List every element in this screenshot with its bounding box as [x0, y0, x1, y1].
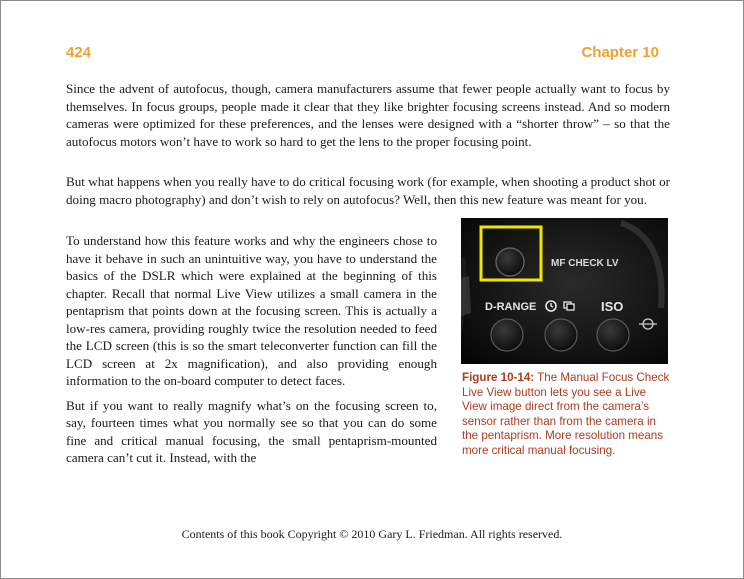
paragraph-1: Since the advent of autofocus, though, camera manufacturers assume that fewer people actually want to focus by themselves. In focus groups, people made it clear that they like brighter focusing screens instead. And so modern cameras were optimized for these preferences, and the lenses were designed with a “shorter throw” – so that the autofocus motors won’t have to work so hard to get the lens to the proper focusing point.	[66, 81, 670, 149]
drive-button	[545, 319, 577, 351]
iso-label: ISO	[601, 299, 624, 314]
paragraph-4: But if you want to really magnify what’s on the focusing screen to, say, fourteen times what you normally see so that you can do some fine and critical manual focusing, the small pentaprism-mounted camera can’t cut it. Instead, with the	[66, 397, 437, 465]
mf-check-label: MF CHECK LV	[551, 258, 619, 269]
text-column	[66, 232, 437, 474]
paragraph-3: To understand how this feature works and why the engineers chose to have it behave in such an unintuitive way, you have to understand the basics of the DSLR which were explained at the beginning of this chapter. Recall that normal Live View utilizes a small camera in the pentaprism that points down at the focusing screen. This is actually a low-res camera, providing roughly twice the resolution needed to feed the LCD screen (this is so the smart teleconverter function can fill the LCD screen at 2x magnification), and also providing enough information to the on-board computer to detect faces.	[66, 233, 437, 388]
drange-button	[491, 319, 523, 351]
copyright-footer: Contents of this book Copyright © 2010 Gary L. Friedman. All rights reserved.	[181, 527, 563, 541]
figure-caption-text: The Manual Focus Check Live View button lets you see a Live View image direct from the camera’s sensor rather than from the camera in the pentaprism. More resolution means more critical manual focusing.	[462, 371, 670, 457]
mf-check-button	[496, 248, 524, 276]
drange-label: D-RANGE	[485, 301, 537, 313]
chapter-title: Chapter 10	[581, 44, 659, 61]
camera-buttons-photo	[461, 218, 668, 364]
figure-caption	[462, 371, 674, 459]
iso-button	[597, 319, 629, 351]
figure-label: Figure 10-14:	[462, 371, 535, 384]
page-number: 424	[66, 44, 92, 61]
paragraph-2: But what happens when you really have to do critical focusing work (for example, when shooting a product shot or doing macro photography) and don’t wish to rely on autofocus? Well, then this new feature was meant for you.	[66, 174, 670, 207]
camera-photo-illustration	[461, 218, 668, 364]
